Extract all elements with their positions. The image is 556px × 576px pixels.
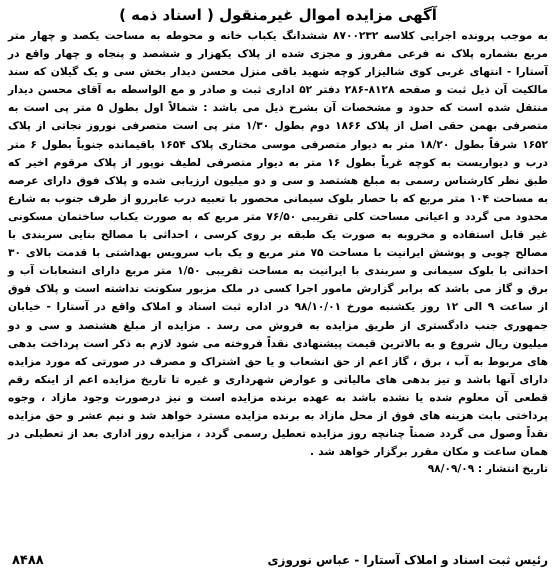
notice-code: ۸۴۸۸ (12, 552, 44, 568)
signature-line: رئیس ثبت اسناد و املاک آستارا - عباس نوروزی (267, 553, 548, 567)
notice-body: به موجب پرونده اجرایی کلاسه ۸۷۰۰۲۳۲ ششدانگ یکباب خانه و محوطه به مساحت یکصد و چهار متر مربع بشماره پلاک نه فرعی مفروز و مجزی شده از پلاک یکهزار و ششصد و پنجاه و چهار واقع در آستارا - انتهای غربی کوی شالیزار کوچه شهید باقی منزل محسن دیدار بخش سی و یک گیلان که سند مالکیت آن ذیل ثبت و صفحه ۸۱۲۸-۲۸۶ دفتر ۵۲ اداری ثبت و صادر و مع الواسطه به آقای محسن دیدار منتقل شده است که حدود و مشخصات آن بشرح ذیل می باشد : شمالاً اول بطول ۵ متر پی است به متصرفی بهمن حقی اصل از پلاک ۱۸۶۶ دوم بطول ۱/۳۰ متر پی است متصرفی نوروز نجاتی از پلاک ۱۶۵۲ شرقاً بطول ۱۸/۲۰ متر به دیوار متصرفی موسی مختاری پلاک ۱۶۵۴ باقیمانده جنوباً بطول ۶ متر درب و دیواریست به کوچه غرباً بطول ۱۶ متر به دیوار متصرفی لطیف نوپور از پلاک مرقوم اخیر که طبق نظر کارشناس رسمی به مبلغ هشتصد و سی و دو میلیون ارزیابی شده و پلاک فوق دارای عرصه به مساحت ۱۰۴ متر مربع که با حصار بلوک سیمانی محصور با تعبیه درب عابررو از طرف جنوب به شارع محدود می گردد و اعیانی مساحت کلی تقریبی ۷۶/۵۰ متر مربع که به صورت یکباب ساختمان مسکونی غیر قابل استفاده و مخروبه به صورت یک طبقه بر روی کرسی ، احداثی با مصالح بنایی سربندی با مصالح چوبی و پوشش ایرانیت با مساحت ۷۵ متر مربع و یک باب سرویس بهداشتی با قدمت بالای ۳۰ احداثی با بلوک سیمانی و سربندی با ایرانیت به مساحت تقریبی ۱/۵۰ متر مربع دارای انشعابات آب و برق و گاز می باشد که برابر گزارش مامور اجرا کسی در ملک مزبور سکونت نداشته است و پلاک فوق از ساعت ۹ الی ۱۲ روز یکشنبه مورخ ۹۸/۱۰/۰۱ در اداره ثبت اسناد و املاک واقع در آستارا - خیابان جمهوری جنب دادگستری از طریق مزایده به فروش می رسد . مزایده از مبلغ هشتصد و سی و دو میلیون ریال شروع و به بالاترین قیمت پیشنهادی نقداً فروخته می شود لازم به ذکر است پرداخت بدهی های مربوط به آب ، برق ، گاز اعم از حق انشعاب و یا حق اشتراک و مصرف در صورتی که مورد مزایده دارای آنها باشد و نیز بدهی های مالیاتی و عوارض شهرداری و غیره تا تاریخ مزایده اعم از اینکه رقم قطعی آن معلوم شده یا نشده باشد به عهده برنده مزایده است و نیز درصورت وجود مازاد ، وجوه پرداختی بابت هزینه های فوق از محل مازاد به برنده مزایده مسترد خواهد شد و نیم عشر و حق مزایده نقداً وصول می گردد ضمناً چنانچه روز مزایده تعطیل رسمی گردد ، مزایده روز اداری بعد از تعطیلی در همان ساعت و مکان مقرر برگزار خواهد شد . (8, 30, 549, 459)
notice-title: آگهی مزایده اموال غیرمنقول ( اسناد ذمه ) (119, 6, 437, 24)
publication-date: تاریخ انتشار : ۹۸/۰۹/۰۹ (427, 463, 548, 476)
notice-footer (8, 550, 548, 570)
